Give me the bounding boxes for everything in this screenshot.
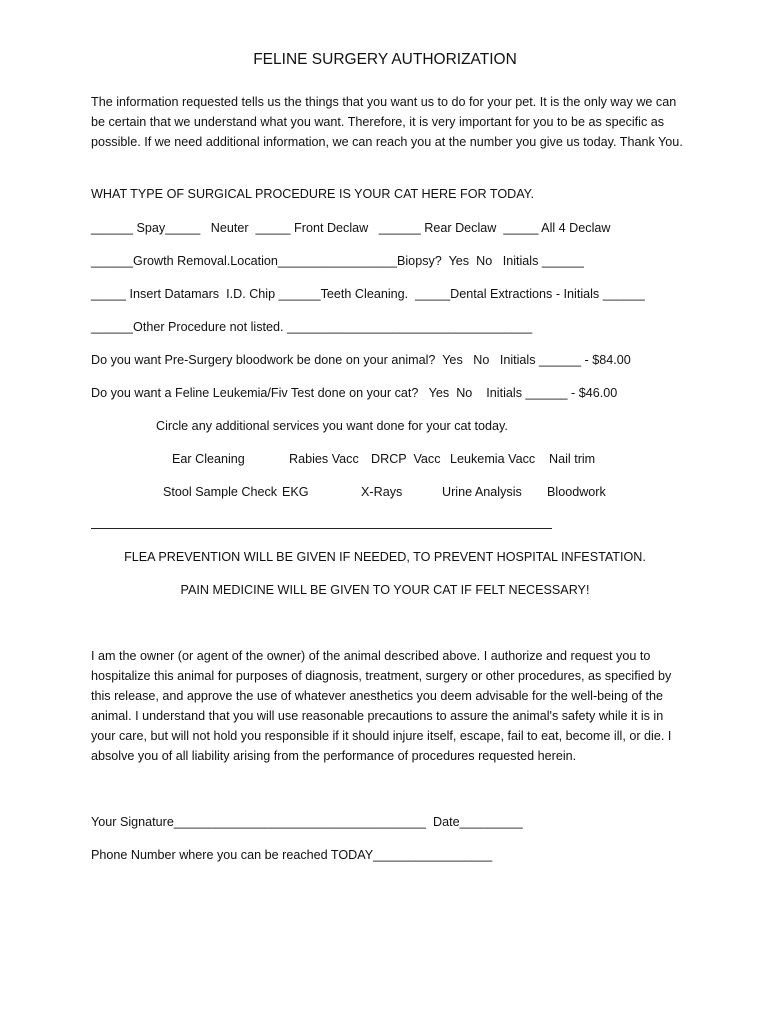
service-rabies-vacc: Rabies Vacc [289, 452, 359, 466]
pain-medicine-notice: PAIN MEDICINE WILL BE GIVEN TO YOUR CAT IF FELT NECESSARY! [180, 583, 590, 597]
flea-prevention-notice: FLEA PREVENTION WILL BE GIVEN IF NEEDED, TO PREVENT HOSPITAL INFESTATION. [124, 550, 646, 564]
additional-services-prompt: Circle any additional services you want done for your cat today. [156, 419, 508, 433]
divider-line [91, 528, 552, 529]
service-ekg: EKG [282, 485, 309, 499]
service-leukemia-vacc: Leukemia Vacc [450, 452, 536, 466]
procedure-line-chip-dental: _____ Insert Datamars I.D. Chip ______Teeth Cleaning. _____Dental Extractions - Initials ______ [91, 287, 645, 301]
service-drcp-vacc: DRCP Vacc [371, 452, 441, 466]
authorization-paragraph: I am the owner (or agent of the owner) of the animal described above. I authorize and request you to hospitalize this animal for purposes of diagnosis, treatment, surgery or other procedures, as specified by this release, and approve the use of whatever anesthetics you deem advisable for the well-being of the animal. I understand that you will use reasonable precautions to assure the animal's safety while it is in your care, but will not hold you responsible if it should injure itself, escape, fail to eat, become ill, or die. I absolve you of all liability arising from the performance of procedures requested herein. [91, 649, 672, 763]
procedure-line-declaw: ______ Spay_____ Neuter _____ Front Declaw ______ Rear Declaw _____ All 4 Declaw [91, 221, 611, 235]
intro-paragraph: The information requested tells us the things that you want us to do for your pet. It is the only way we can be certain that we understand what you want. Therefore, it is very important for you to be as specific as possible. If we need additional information, we can reach you at the number you give us today. Thank You. [91, 95, 683, 149]
service-nail-trim: Nail trim [549, 452, 596, 466]
procedure-line-growth-removal: ______Growth Removal.Location_________________Biopsy? Yes No Initials ______ [91, 254, 584, 268]
service-x-rays: X-Rays [361, 485, 403, 499]
page-title: FELINE SURGERY AUTHORIZATION [253, 51, 517, 68]
felv-test-question: Do you want a Feline Leukemia/Fiv Test done on your cat? Yes No Initials ______ - $46.00 [91, 386, 618, 400]
bloodwork-question: Do you want Pre-Surgery bloodwork be done on your animal? Yes No Initials ______ - $84.00 [91, 353, 631, 367]
signature-date-line: Your Signature____________________________________ Date_________ [91, 815, 523, 829]
service-stool-sample: Stool Sample Check [163, 485, 278, 499]
service-ear-cleaning: Ear Cleaning [172, 452, 245, 466]
procedure-line-other: ______Other Procedure not listed. ___________________________________ [91, 320, 533, 334]
phone-number-line: Phone Number where you can be reached TODAY_________________ [91, 848, 493, 862]
service-bloodwork: Bloodwork [547, 485, 606, 499]
procedure-question: WHAT TYPE OF SURGICAL PROCEDURE IS YOUR CAT HERE FOR TODAY. [91, 187, 534, 201]
service-urine-analysis: Urine Analysis [442, 485, 522, 499]
